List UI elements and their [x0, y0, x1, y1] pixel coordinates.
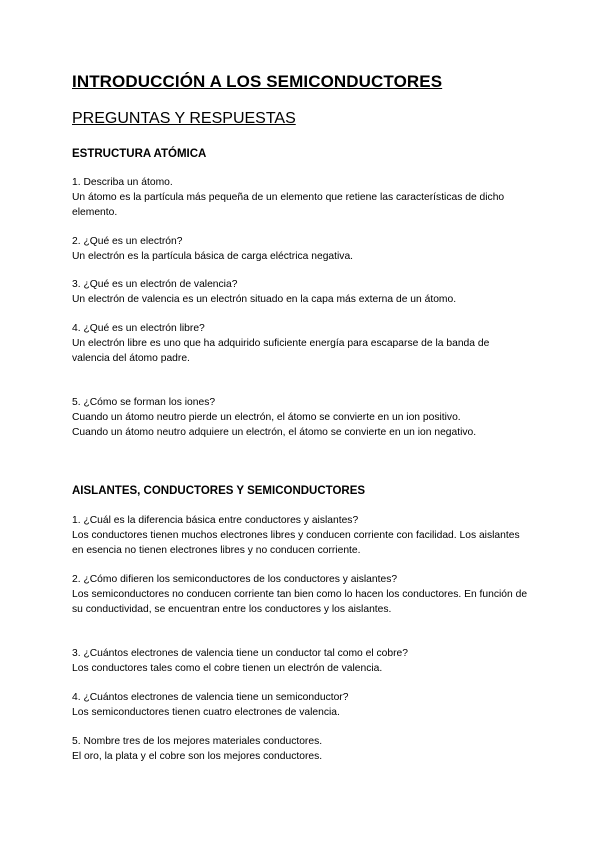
qa-item [72, 646, 528, 676]
section-heading-aislantes-conductores: AISLANTES, CONDUCTORES Y SEMICONDUCTORES [72, 485, 366, 497]
document-subtitle: PREGUNTAS Y RESPUESTAS [72, 110, 296, 127]
question-text: 2. ¿Cómo difieren los semiconductores de los conductores y aislantes? [72, 574, 398, 585]
question-text: 5. ¿Cómo se forman los iones? [72, 397, 216, 408]
document-title: INTRODUCCIÓN A LOS SEMICONDUCTORES [72, 72, 443, 91]
qa-item [72, 734, 528, 764]
answer-text: Un átomo es la partícula más pequeña de un elemento que retiene las características de dicho elemento. [72, 192, 505, 218]
question-text: 4. ¿Qué es un electrón libre? [72, 323, 205, 334]
answer-text: Un electrón de valencia es un electrón situado en la capa más externa de un átomo. [72, 294, 457, 305]
qa-item [72, 234, 528, 264]
answer-text: Los conductores tienen muchos electrones libres y conducen corriente con facilidad. Los aislantes en esencia no tienen electrones libres y no conducen corriente. [72, 530, 520, 556]
qa-item [72, 321, 528, 366]
answer-text: Un electrón libre es uno que ha adquirido suficiente energía para escaparse de la banda de valencia del átomo padre. [72, 338, 490, 364]
answer-text: Los semiconductores tienen cuatro electrones de valencia. [72, 707, 340, 718]
answer-text: El oro, la plata y el cobre son los mejores conductores. [72, 751, 323, 762]
question-text: 1. ¿Cuál es la diferencia básica entre conductores y aislantes? [72, 515, 359, 526]
question-text: 4. ¿Cuántos electrones de valencia tiene un semiconductor? [72, 692, 349, 703]
qa-item [72, 513, 528, 558]
section-heading-estructura-atomica: ESTRUCTURA ATÓMICA [72, 148, 207, 160]
qa-item [72, 395, 528, 440]
qa-item [72, 277, 528, 307]
qa-item [72, 175, 528, 220]
question-text: 3. ¿Cuántos electrones de valencia tiene un conductor tal como el cobre? [72, 648, 408, 659]
question-text: 1. Describa un átomo. [72, 177, 173, 188]
answer-text: Cuando un átomo neutro adquiere un electrón, el átomo se convierte en un ion negativo. [72, 427, 477, 438]
question-text: 2. ¿Qué es un electrón? [72, 236, 183, 247]
qa-item [72, 690, 528, 720]
answer-text: Un electrón es la partícula básica de carga eléctrica negativa. [72, 251, 354, 262]
answer-text: Los semiconductores no conducen corriente tan bien como lo hacen los conductores. En función de su conductividad, se encuentran entre los conductores y los aislantes. [72, 589, 528, 615]
question-text: 3. ¿Qué es un electrón de valencia? [72, 279, 238, 290]
answer-text: Los conductores tales como el cobre tienen un electrón de valencia. [72, 663, 383, 674]
question-text: 5. Nombre tres de los mejores materiales conductores. [72, 736, 323, 747]
qa-item [72, 572, 528, 617]
answer-text: Cuando un átomo neutro pierde un electrón, el átomo se convierte en un ion positivo. [72, 412, 461, 423]
